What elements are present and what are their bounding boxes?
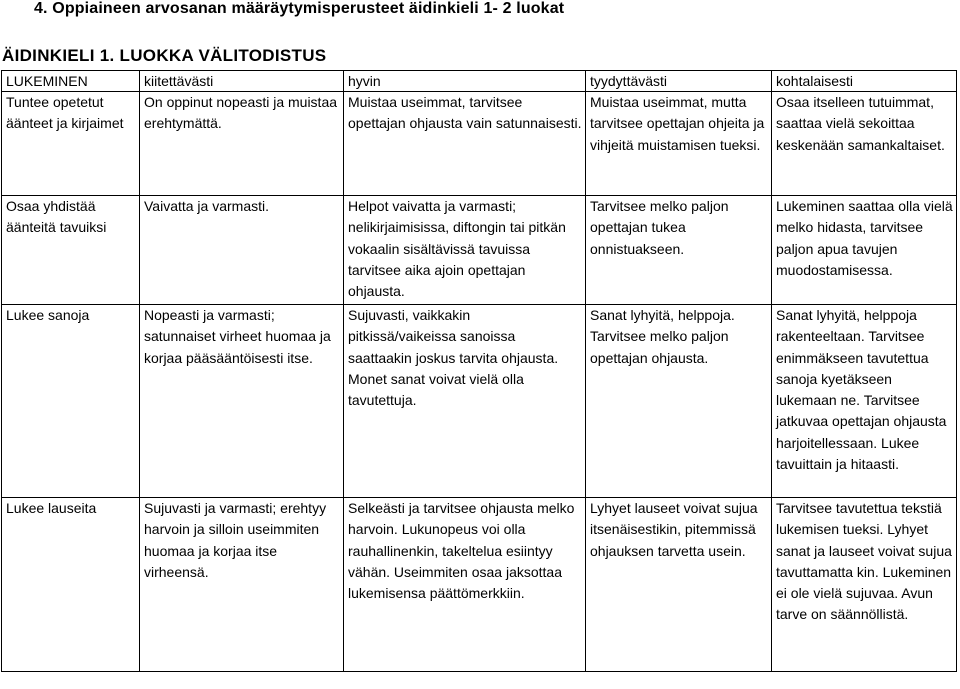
table-row [2,498,957,672]
row-skill-cell: Osaa yhdistää äänteitä tavuiksi [2,196,140,305]
fair-cell: Lukeminen saattaa olla vielä melko hidasta, tarvitsee paljon apua tavujen muodostamisessa. [772,196,957,305]
satisfactory-cell: Lyhyet lauseet voivat sujua itsenäisestikin, pitemmissä ohjauksen tarvetta usein. [586,498,772,672]
fair-cell: Osaa itselleen tutuimmat, saattaa vielä sekoittaa keskenään samankaltaiset. [772,92,957,196]
good-cell: Sujuvasti, vaikkakin pitkissä/vaikeissa sanoissa saattaakin joskus tarvita ohjausta. Monet sanat voivat vielä olla tavutettuja. [344,305,586,498]
satisfactory-cell: Sanat lyhyitä, helppoja. Tarvitsee melko paljon opettajan ohjausta. [586,305,772,498]
row-skill-cell: Tuntee opetetut äänteet ja kirjaimet [2,92,140,196]
assessment-table [1,70,957,672]
good-cell: Helpot vaivatta ja varmasti; nelikirjaimisissa, diftongin tai pitkän vokaalin sisältävissä tavuissa tarvitsee aika ajoin opettajan ohjausta. [344,196,586,305]
header-cell-fair: kohtalaisesti [772,71,957,92]
document-title: ÄIDINKIELI 1. LUOKKA VÄLITODISTUS [2,46,327,65]
table-header-row [2,71,957,92]
good-cell: Muistaa useimmat, tarvitsee opettajan ohjausta vain satunnaisesti. [344,92,586,196]
good-cell: Selkeästi ja tarvitsee ohjausta melko harvoin. Lukunopeus voi olla rauhallinenkin, takeltelua esiintyy vähän. Useimmiten osaa jaksottaa lukemisensa päättömerkkiin. [344,498,586,672]
table-row [2,196,957,305]
excellent-cell: Nopeasti ja varmasti; satunnaiset virheet huomaa ja korjaa pääsääntöisesti itse. [140,305,344,498]
fair-cell: Tarvitsee tavutettua tekstiä lukemisen tueksi. Lyhyet sanat ja lauseet voivat sujua tavuttamatta kin. Lukeminen ei ole vielä sujuvaa. Avun tarve on säännöllistä. [772,498,957,672]
satisfactory-cell: Muistaa useimmat, mutta tarvitsee opettajan ohjeita ja vihjeitä muistamisen tueksi. [586,92,772,196]
excellent-cell: On oppinut nopeasti ja muistaa erehtymättä. [140,92,344,196]
header-cell-skill: LUKEMINEN [2,71,140,92]
table-row [2,305,957,498]
header-cell-satisfactory: tyydyttävästi [586,71,772,92]
satisfactory-cell: Tarvitsee melko paljon opettajan tukea onnistuakseen. [586,196,772,305]
row-skill-cell: Lukee sanoja [2,305,140,498]
excellent-cell: Vaivatta ja varmasti. [140,196,344,305]
excellent-cell: Sujuvasti ja varmasti; erehtyy harvoin ja silloin useimmiten huomaa ja korjaa itse virheensä. [140,498,344,672]
section-heading: 4. Oppiaineen arvosanan määräytymisperusteet äidinkieli 1- 2 luokat [34,0,565,17]
table-row [2,92,957,196]
fair-cell: Sanat lyhyitä, helppoja rakenteeltaan. Tarvitsee enimmäkseen tavutettua sanoja kyetäkseen lukemaan ne. Tarvitsee jatkuvaa opettajan ohjausta harjoitellessaan. Lukee tavuittain ja hitaasti. [772,305,957,498]
header-cell-excellent: kiitettävästi [140,71,344,92]
header-cell-good: hyvin [344,71,586,92]
row-skill-cell: Lukee lauseita [2,498,140,672]
